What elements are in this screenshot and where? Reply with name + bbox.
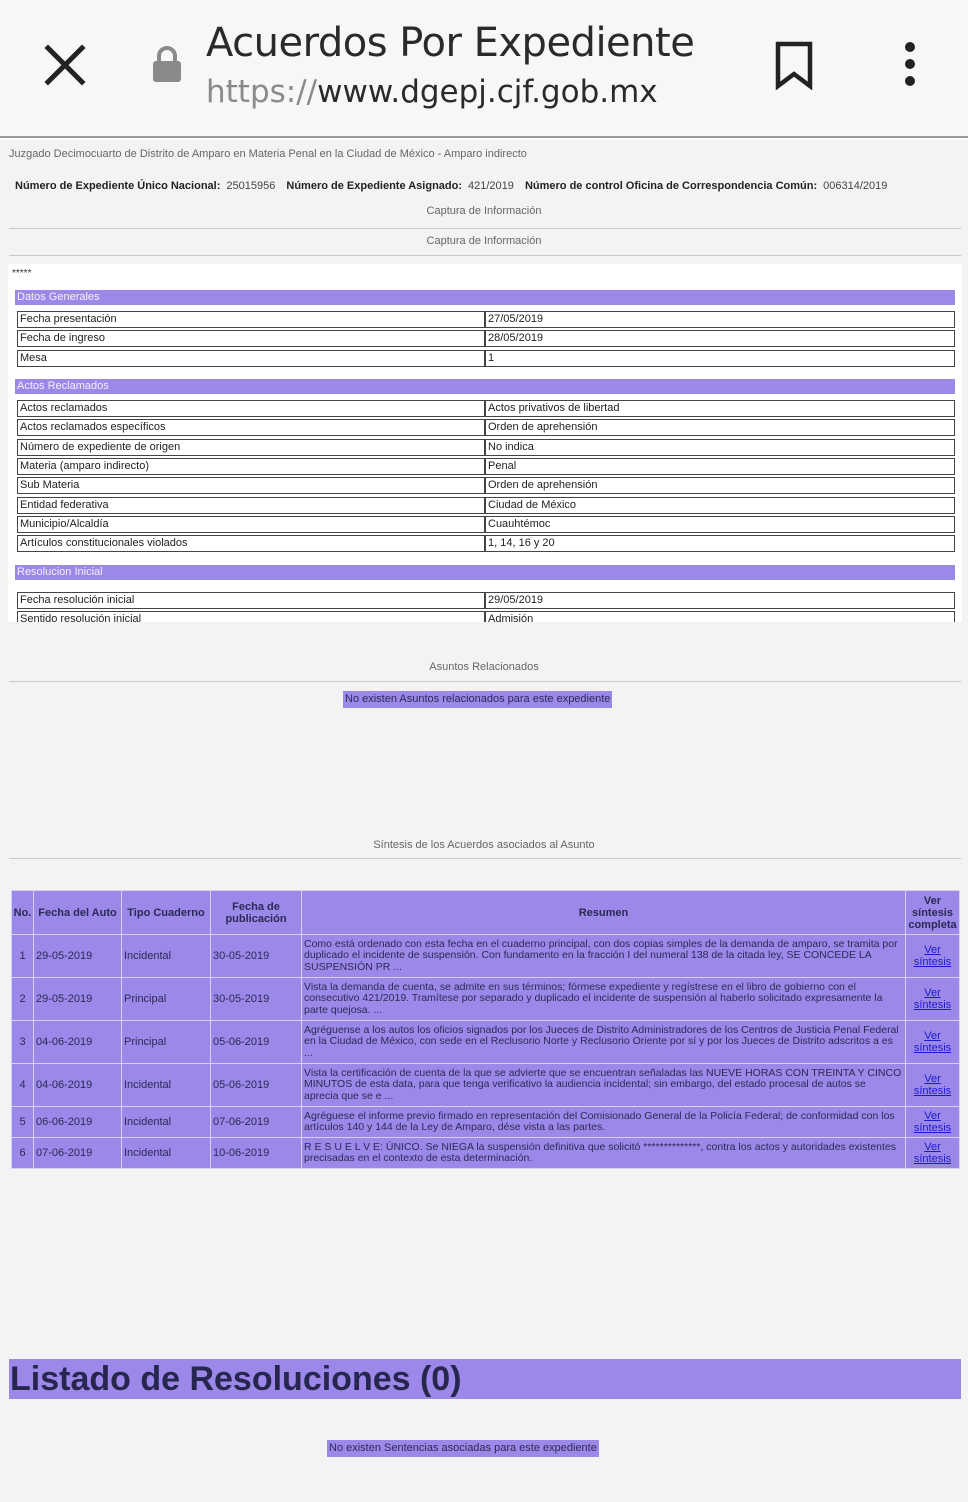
cell-ver [906,1138,960,1169]
col-no: No. [12,891,34,935]
table-row [12,1107,960,1138]
cell-tipo: Principal [122,1021,211,1064]
table-row [12,1021,960,1064]
kv-row [17,330,955,347]
cell-tipo: Incidental [122,1107,211,1138]
kv-row [17,458,955,475]
cell-publicacion: 05-06-2019 [211,1064,302,1107]
ver-sintesis-link[interactable]: Ver síntesis [913,987,952,1011]
kv-value: 1 [485,350,955,367]
kv-value: Orden de aprehensión [485,477,955,494]
control-label: Número de control Oficina de Correspondencia Común: [524,180,818,192]
cell-no: 1 [12,935,34,978]
detail-frame[interactable] [8,264,962,622]
cell-fecha: 07-06-2019 [34,1138,122,1169]
col-ver-sintesis: Ver síntesis completa [906,891,960,935]
masked-name: ***** [12,268,32,279]
ver-sintesis-link[interactable]: Ver síntesis [913,1141,952,1165]
cell-publicacion: 05-06-2019 [211,1021,302,1064]
table-row [12,935,960,978]
more-vert-icon[interactable] [896,40,924,90]
kv-key: Número de expediente de origen [17,439,485,456]
cell-resumen: R E S U E L V E: ÚNICO. Se NIEGA la suspensión definitiva que solicitó **************, contra los actos y autoridades existentes precisadas en el contexto de esta determinación. [302,1138,906,1169]
col-fecha-auto: Fecha del Auto [34,891,122,935]
kv-row [17,419,955,436]
kv-value: 27/05/2019 [485,311,955,328]
cell-ver [906,978,960,1021]
exp-asignado-label: Número de Expediente Asignado: [286,180,463,192]
kv-value: 1, 14, 16 y 20 [485,535,955,552]
kv-key: Fecha de ingreso [17,330,485,347]
cell-fecha: 29-05-2019 [34,978,122,1021]
kv-key: Municipio/Alcaldía [17,516,485,533]
divider [9,228,961,229]
exp-unico-label: Número de Expediente Único Nacional: [15,180,221,192]
kv-row [17,439,955,456]
cell-no: 6 [12,1138,34,1169]
resoluciones-empty-notice: No existen Sentencias asociadas para este expediente [327,1440,599,1457]
cell-resumen: Agréguese el informe previo firmado en representación del Comisionado General de la Policía Federal; de conformidad con los artículos 140 y 144 de la Ley de Amparo, dése vista a las partes. [302,1107,906,1138]
divider [9,858,961,859]
section-datos-generales: Datos Generales [15,290,955,305]
acuerdos-table [11,890,960,1169]
kv-key: Materia (amparo indirecto) [17,458,485,475]
col-fecha-publicacion: Fecha de publicación [211,891,302,935]
asuntos-empty-notice: No existen Asuntos relacionados para este expediente [343,691,612,708]
cell-tipo: Incidental [122,1138,211,1169]
kv-row [17,592,955,609]
cell-fecha: 04-06-2019 [34,1021,122,1064]
kv-key: Actos reclamados [17,400,485,417]
kv-key: Fecha presentación [17,311,485,328]
expediente-line [15,180,895,192]
browser-toolbar [0,0,968,138]
cell-fecha: 06-06-2019 [34,1107,122,1138]
cell-publicacion: 10-06-2019 [211,1138,302,1169]
resoluciones-heading: Listado de Resoluciones (0) [9,1359,961,1399]
kv-row [17,611,955,622]
cell-no: 4 [12,1064,34,1107]
cell-ver [906,1021,960,1064]
page-title: Acuerdos Por Expediente [206,20,695,66]
table-header-row [12,891,960,935]
cell-resumen: Vista la certificación de cuenta de la que se advierte que se encuentran señaladas las NUEVE HORAS CON TREINTA Y CINCO MINUTOS de esta data, para que tenga verificativo la audiencia incidental; sin embargo, del estado procesal de autos se aprecia que se e ... [302,1064,906,1107]
cell-no: 3 [12,1021,34,1064]
ver-sintesis-link[interactable]: Ver síntesis [913,1030,952,1054]
kv-row [17,400,955,417]
section-actos-reclamados: Actos Reclamados [15,379,955,394]
kv-key: Fecha resolución inicial [17,592,485,609]
cell-tipo: Incidental [122,935,211,978]
kv-row [17,497,955,514]
lock-icon [150,44,184,84]
cell-resumen: Vista la demanda de cuenta, se admite en sus términos; fórmese expediente y regístrese en el libro de gobierno con el consecutivo 421/2019. Tramítese por separado y duplicado el incidente de suspensión al haberlo solicitado expresamente la parte quejosa. ... [302,978,906,1021]
cell-resumen: Agréguense a los autos los oficios signados por los Jueces de Distrito Administradores de los Centros de Justicia Penal Federal en la Ciudad de México, con sede en el Reclusorio Norte y Reclusorio Oriente por sí y por los Jueces de Distrito adscritos a es ... [302,1021,906,1064]
url-protocol: https:// [206,74,318,110]
page-content [0,140,968,1502]
kv-key: Actos reclamados específicos [17,419,485,436]
cell-no: 5 [12,1107,34,1138]
control-value: 006314/2019 [823,180,888,192]
kv-key: Mesa [17,350,485,367]
kv-value: Penal [485,458,955,475]
cell-fecha: 04-06-2019 [34,1064,122,1107]
sintesis-heading: Síntesis de los Acuerdos asociados al Asunto [373,839,595,851]
table-row [12,1064,960,1107]
section-resolucion-inicial: Resolucion Inicial [15,565,955,580]
bookmark-icon[interactable] [774,40,814,90]
kv-row [17,535,955,552]
cell-publicacion: 30-05-2019 [211,978,302,1021]
court-name: Juzgado Decimocuarto de Distrito de Amparo en Materia Penal en la Ciudad de México - Amparo indirecto [9,148,527,160]
kv-row [17,477,955,494]
kv-key: Artículos constitucionales violados [17,535,485,552]
divider [9,255,961,256]
url-display[interactable] [206,74,658,110]
cell-resumen: Como está ordenado con esta fecha en el cuaderno principal, con dos copias simples de la demanda de amparo, se tramita por duplicado el incidente de suspensión. Con fundamento en la fracción I del numeral 138 de la citada ley, SE CONCEDE LA SUSPENSIÓN PR ... [302,935,906,978]
cell-fecha: 29-05-2019 [34,935,122,978]
kv-value: No indica [485,439,955,456]
cell-publicacion: 07-06-2019 [211,1107,302,1138]
exp-unico-value: 25015956 [226,180,276,192]
kv-value: Orden de aprehensión [485,419,955,436]
table-row [12,1138,960,1169]
kv-value: Cuauhtémoc [485,516,955,533]
ver-sintesis-link[interactable]: Ver síntesis [913,944,952,968]
ver-sintesis-link[interactable]: Ver síntesis [913,1110,952,1134]
asuntos-heading: Asuntos Relacionados [429,661,539,673]
table-row [12,978,960,1021]
kv-value: 29/05/2019 [485,592,955,609]
cell-tipo: Principal [122,978,211,1021]
col-resumen: Resumen [302,891,906,935]
cell-tipo: Incidental [122,1064,211,1107]
exp-asignado-value: 421/2019 [468,180,514,192]
kv-value: 28/05/2019 [485,330,955,347]
kv-value: Admisión [485,611,955,622]
captura-heading-1: Captura de Información [426,205,542,217]
cell-ver [906,935,960,978]
cell-ver [906,1107,960,1138]
url-host: www.dgepj.cjf.gob.mx [317,74,658,110]
kv-value: Ciudad de México [485,497,955,514]
kv-key: Sentido resolución inicial [17,611,485,622]
cell-publicacion: 30-05-2019 [211,935,302,978]
kv-row [17,350,955,367]
kv-row [17,516,955,533]
divider [9,681,961,682]
col-tipo-cuaderno: Tipo Cuaderno [122,891,211,935]
cell-ver [906,1064,960,1107]
cell-no: 2 [12,978,34,1021]
kv-key: Sub Materia [17,477,485,494]
close-icon[interactable] [40,40,90,90]
kv-row [17,311,955,328]
ver-sintesis-link[interactable]: Ver síntesis [913,1073,952,1097]
captura-heading-2: Captura de Información [426,235,542,247]
kv-key: Entidad federativa [17,497,485,514]
kv-value: Actos privativos de libertad [485,400,955,417]
